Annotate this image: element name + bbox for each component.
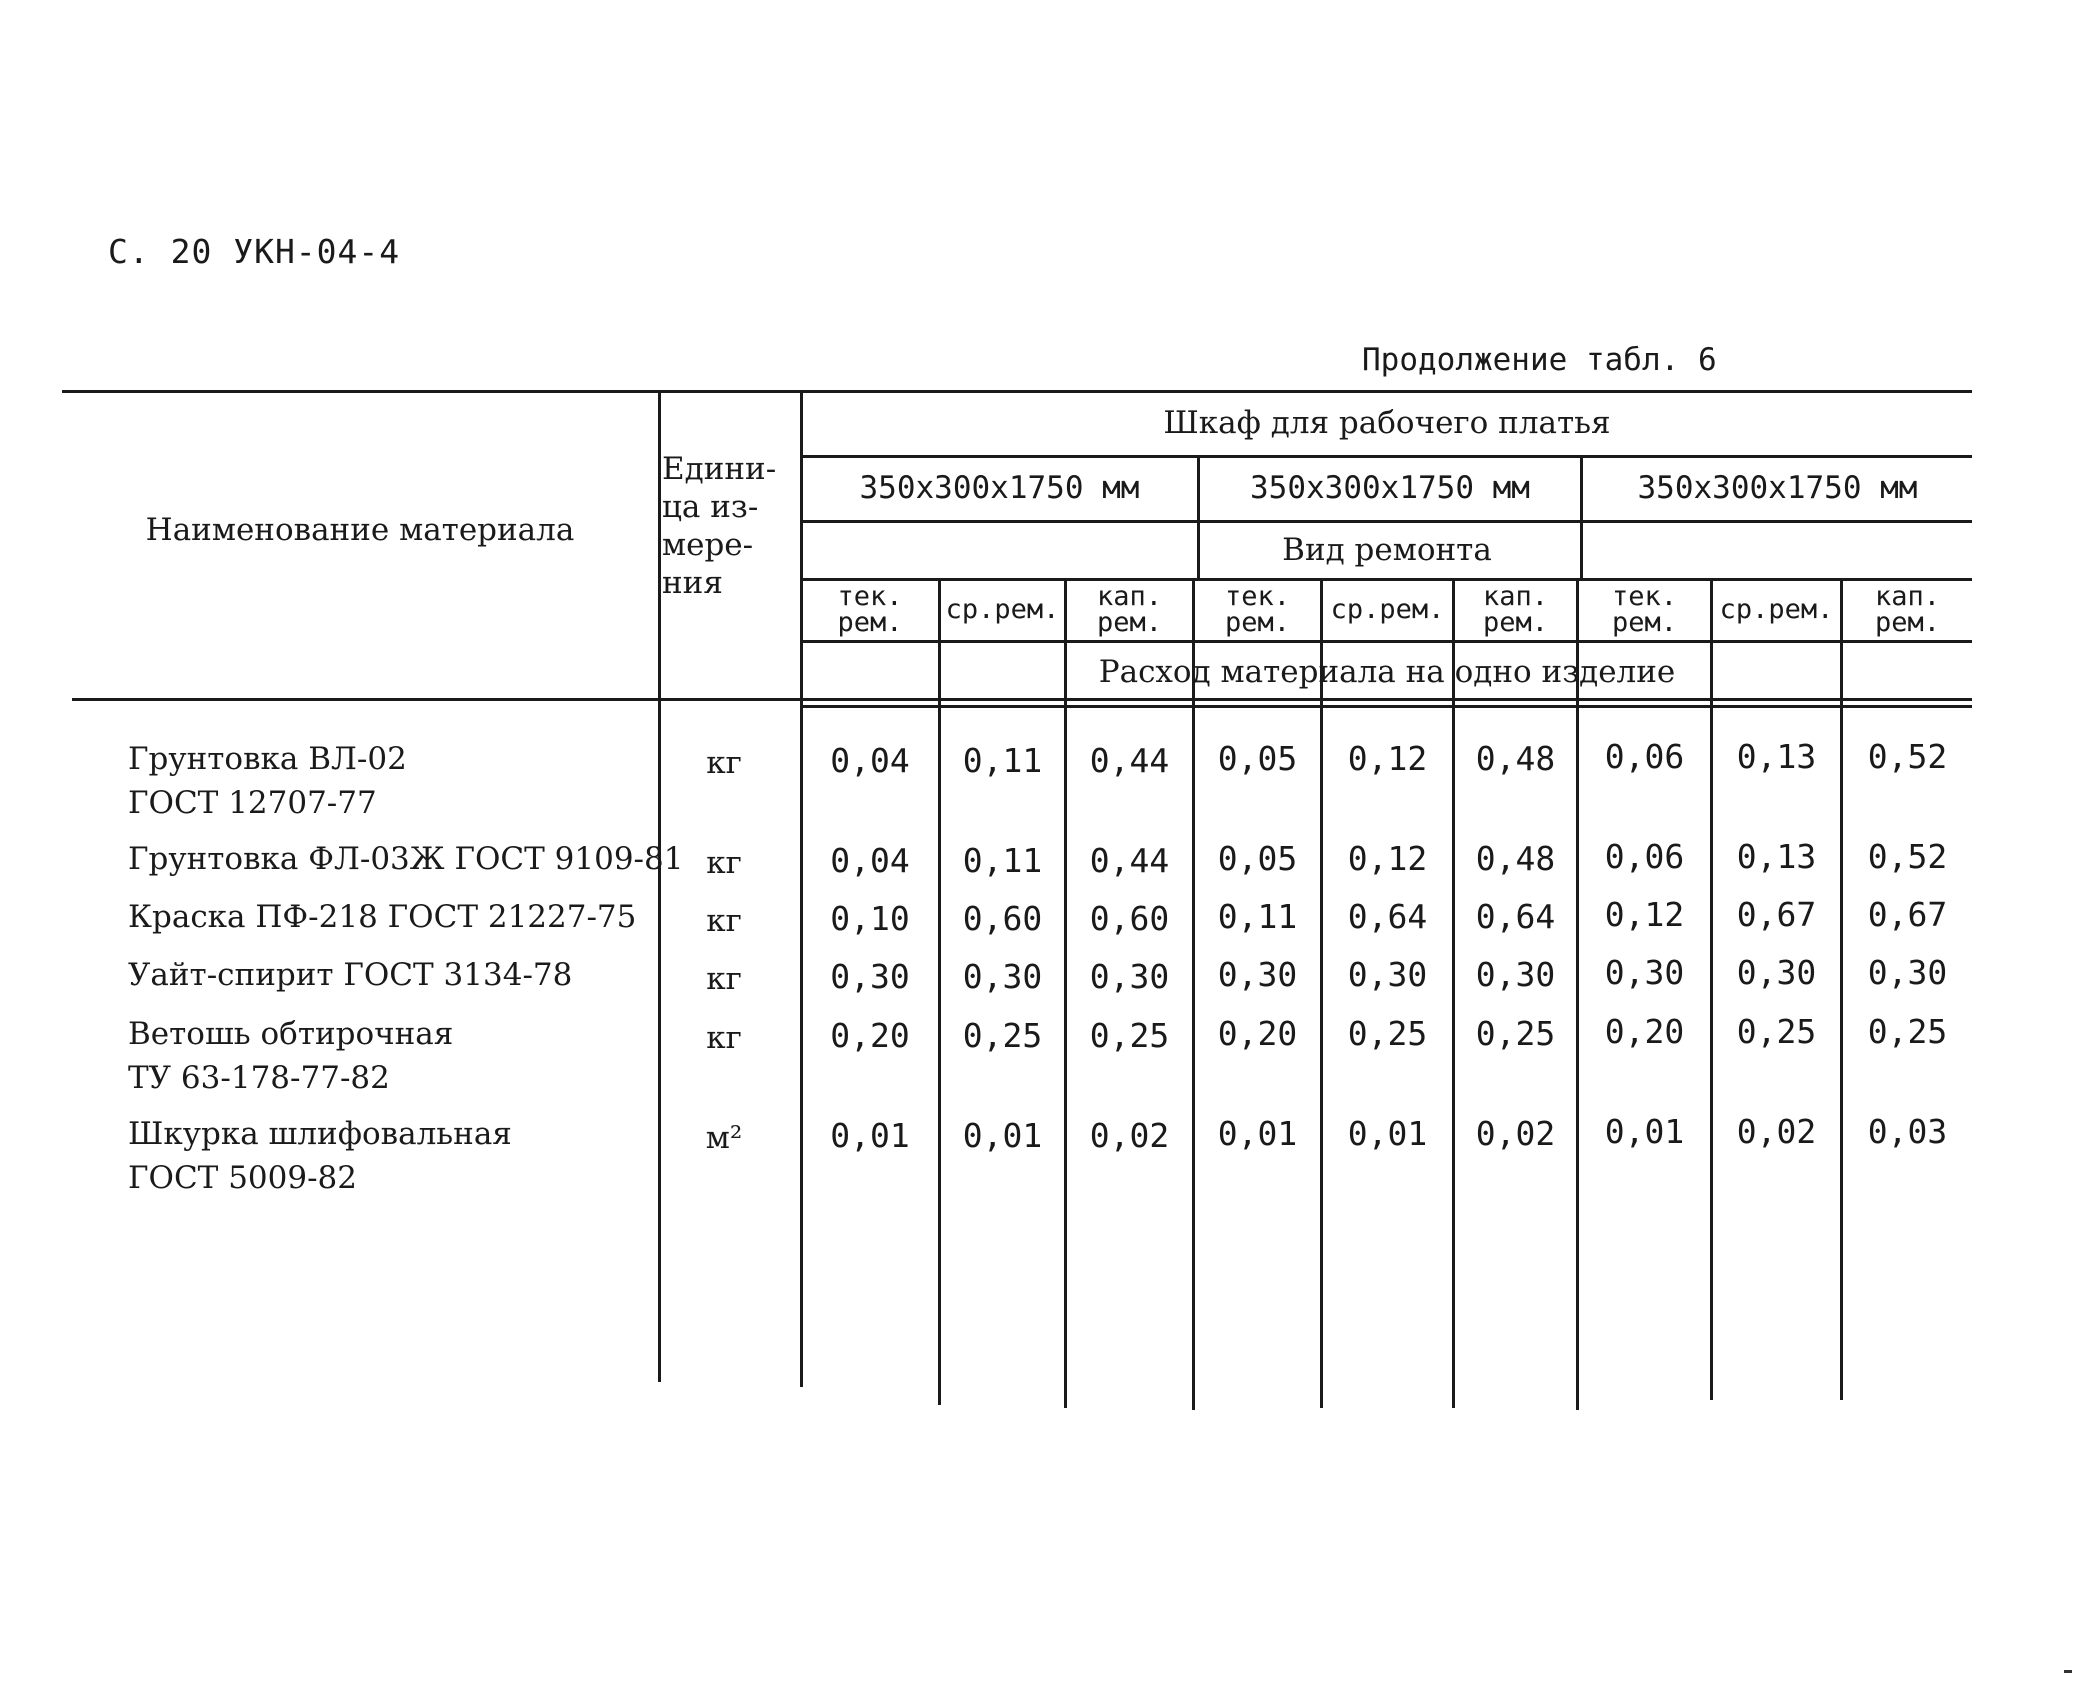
repair-kind-line: тек.: [1611, 581, 1678, 613]
material-name-line: Ветошь обтирочная: [128, 1016, 454, 1052]
table-cell-value: 0,12: [1347, 839, 1428, 878]
size-header-1: 350x300x1750 мм: [859, 469, 1140, 506]
table-row-material-name: [128, 1012, 453, 1100]
table-cell-value: 0,12: [1604, 895, 1685, 934]
size-header-3: 350x300x1750 мм: [1637, 469, 1918, 506]
table-cell-value: 0,25: [1736, 1012, 1817, 1051]
repair-kind-header: [1713, 580, 1840, 640]
table-row-material-name: [128, 1112, 512, 1200]
table-cell-value: 0,64: [1475, 897, 1556, 936]
repair-kind-line: рем.: [1096, 607, 1163, 638]
repair-kind-header: [1843, 580, 1972, 640]
table-cell-value: 0,20: [830, 1016, 910, 1055]
table-row-unit: кг: [706, 845, 742, 881]
unit-column-header: [662, 450, 800, 630]
col-rule-3: [1192, 578, 1195, 1410]
table-cell-value: 0,11: [962, 741, 1043, 780]
repair-kind-header: [802, 580, 938, 640]
table-cell-value: 0,25: [1089, 1016, 1170, 1055]
table-cell-value: 0,01: [1217, 1114, 1298, 1153]
repair-kind-line: тек.: [1224, 581, 1291, 613]
repair-kind-line: ср.рем.: [1330, 594, 1445, 626]
repair-kind-header: [1579, 580, 1710, 640]
unit-header-line: Едини-: [662, 451, 777, 487]
table-cell-value: 0,44: [1089, 741, 1170, 780]
table-row-unit: кг: [706, 745, 742, 781]
table-row-material-name: [128, 895, 636, 939]
consumption-header: Расход материала на одно изделие: [1098, 653, 1676, 690]
table-cell-value: 0,30: [1867, 953, 1948, 992]
table-cell-value: 0,04: [830, 741, 910, 780]
repair-kind-line: рем.: [1224, 607, 1291, 638]
table-cell-value: 0,02: [1089, 1116, 1170, 1155]
material-name-line: Краска ПФ-218 ГОСТ 21227-75: [128, 899, 637, 935]
col-rule-6: [1576, 578, 1579, 1410]
table-cell-value: 0,02: [1475, 1114, 1556, 1153]
repair-kind-line: рем.: [1874, 607, 1941, 638]
repair-kind-line: рем.: [1482, 607, 1549, 638]
table-cell-value: 0,30: [962, 957, 1043, 996]
table-cell-value: 0,01: [830, 1116, 910, 1155]
material-name-line: ГОСТ 12707-77: [128, 785, 377, 821]
table-cell-value: 0,01: [962, 1116, 1043, 1155]
table-cell-value: 0,30: [1604, 953, 1685, 992]
table-cell-value: 0,67: [1867, 895, 1948, 934]
table-cell-value: 0,02: [1736, 1112, 1817, 1151]
table-row-unit: кг: [706, 961, 742, 997]
table-cell-value: 0,13: [1736, 837, 1817, 876]
repair-kind-line: рем.: [1611, 607, 1678, 638]
table-cell-value: 0,25: [1347, 1014, 1428, 1053]
table-cell-value: 0,30: [1347, 955, 1428, 994]
table-continuation-caption: Продолжение табл. 6: [1362, 342, 1717, 378]
repair-kind-line: кап.: [1874, 581, 1941, 613]
table-row-unit: кг: [706, 1020, 742, 1056]
repair-kind-line: ср.рем.: [1719, 594, 1834, 626]
table-cell-value: 0,20: [1217, 1014, 1298, 1053]
table-cell-value: 0,44: [1089, 841, 1170, 880]
table-cell-value: 0,60: [1089, 899, 1170, 938]
repair-kind-line: кап.: [1482, 581, 1549, 613]
repair-kind-line: тек.: [837, 581, 903, 613]
scan-mark: [2064, 1670, 2072, 1673]
table-row-material-name: [128, 737, 407, 825]
material-name-line: Шкурка шлифовальная: [128, 1116, 512, 1152]
unit-header-line: мере-: [662, 527, 754, 563]
material-name-line: Грунтовка ВЛ-02: [128, 741, 407, 777]
table-cell-value: 0,25: [1867, 1012, 1948, 1051]
table-cell-value: 0,01: [1604, 1112, 1685, 1151]
repair-kind-header: [1323, 580, 1452, 640]
table-cell-value: 0,05: [1217, 839, 1298, 878]
table-cell-value: 0,30: [830, 957, 910, 996]
table-cell-value: 0,12: [1347, 739, 1428, 778]
table-cell-value: 0,52: [1867, 837, 1948, 876]
table-cell-value: 0,48: [1475, 739, 1556, 778]
table-row-material-name: [128, 953, 572, 997]
table-cell-value: 0,03: [1867, 1112, 1948, 1151]
repair-kind-line: рем.: [837, 607, 903, 638]
repair-kind-header: [1195, 580, 1320, 640]
table-row-unit: кг: [706, 903, 742, 939]
table-cell-value: 0,25: [1475, 1014, 1556, 1053]
table-cell-value: 0,05: [1217, 739, 1298, 778]
table-cell-value: 0,30: [1217, 955, 1298, 994]
table-cell-value: 0,48: [1475, 839, 1556, 878]
unit-header-line: ца из-: [662, 489, 759, 525]
table-cell-value: 0,64: [1347, 897, 1428, 936]
repair-kind-header: [1067, 580, 1192, 640]
table-cell-value: 0,30: [1089, 957, 1170, 996]
repair-type-header: Вид ремонта: [1282, 531, 1492, 568]
table-cell-value: 0,30: [1736, 953, 1817, 992]
table-row-material-name: [128, 837, 683, 881]
repair-kind-line: ср.рем.: [945, 594, 1060, 626]
consumption-rule: [802, 705, 1972, 708]
table-cell-value: 0,04: [830, 841, 910, 880]
repair-kind-header: [1455, 580, 1576, 640]
material-name-line: ТУ 63-178-77-82: [128, 1060, 390, 1096]
table-cell-value: 0,11: [962, 841, 1043, 880]
material-name-line: Грунтовка ФЛ-03Ж ГОСТ 9109-81: [128, 841, 684, 877]
repair-kind-line: кап.: [1096, 581, 1163, 613]
material-name-line: ГОСТ 5009-82: [128, 1160, 358, 1196]
material-name-line: Уайт-спирит ГОСТ 3134-78: [128, 957, 573, 993]
unit-col-left-rule: [658, 392, 661, 1382]
table-cell-value: 0,20: [1604, 1012, 1685, 1051]
table-cell-value: 0,01: [1347, 1114, 1428, 1153]
product-header: Шкаф для рабочего платья: [1163, 404, 1611, 441]
table-cell-value: 0,25: [962, 1016, 1043, 1055]
table-cell-value: 0,13: [1736, 737, 1817, 776]
repair-kind-header: [941, 580, 1064, 640]
table-cell-value: 0,06: [1604, 737, 1685, 776]
table-cell-value: 0,52: [1867, 737, 1948, 776]
page-header: С. 20 УКН-04-4: [108, 232, 401, 271]
unit-header-line: ния: [662, 565, 723, 601]
table-cell-value: 0,10: [830, 899, 910, 938]
table-cell-value: 0,06: [1604, 837, 1685, 876]
table-row-unit: м²: [705, 1120, 743, 1156]
table-cell-value: 0,11: [1217, 897, 1298, 936]
table-cell-value: 0,67: [1736, 895, 1817, 934]
size-header-2: 350x300x1750 мм: [1250, 469, 1530, 506]
table-cell-value: 0,60: [962, 899, 1043, 938]
table-cell-value: 0,30: [1475, 955, 1556, 994]
material-column-header: Наименование материала: [145, 511, 575, 548]
